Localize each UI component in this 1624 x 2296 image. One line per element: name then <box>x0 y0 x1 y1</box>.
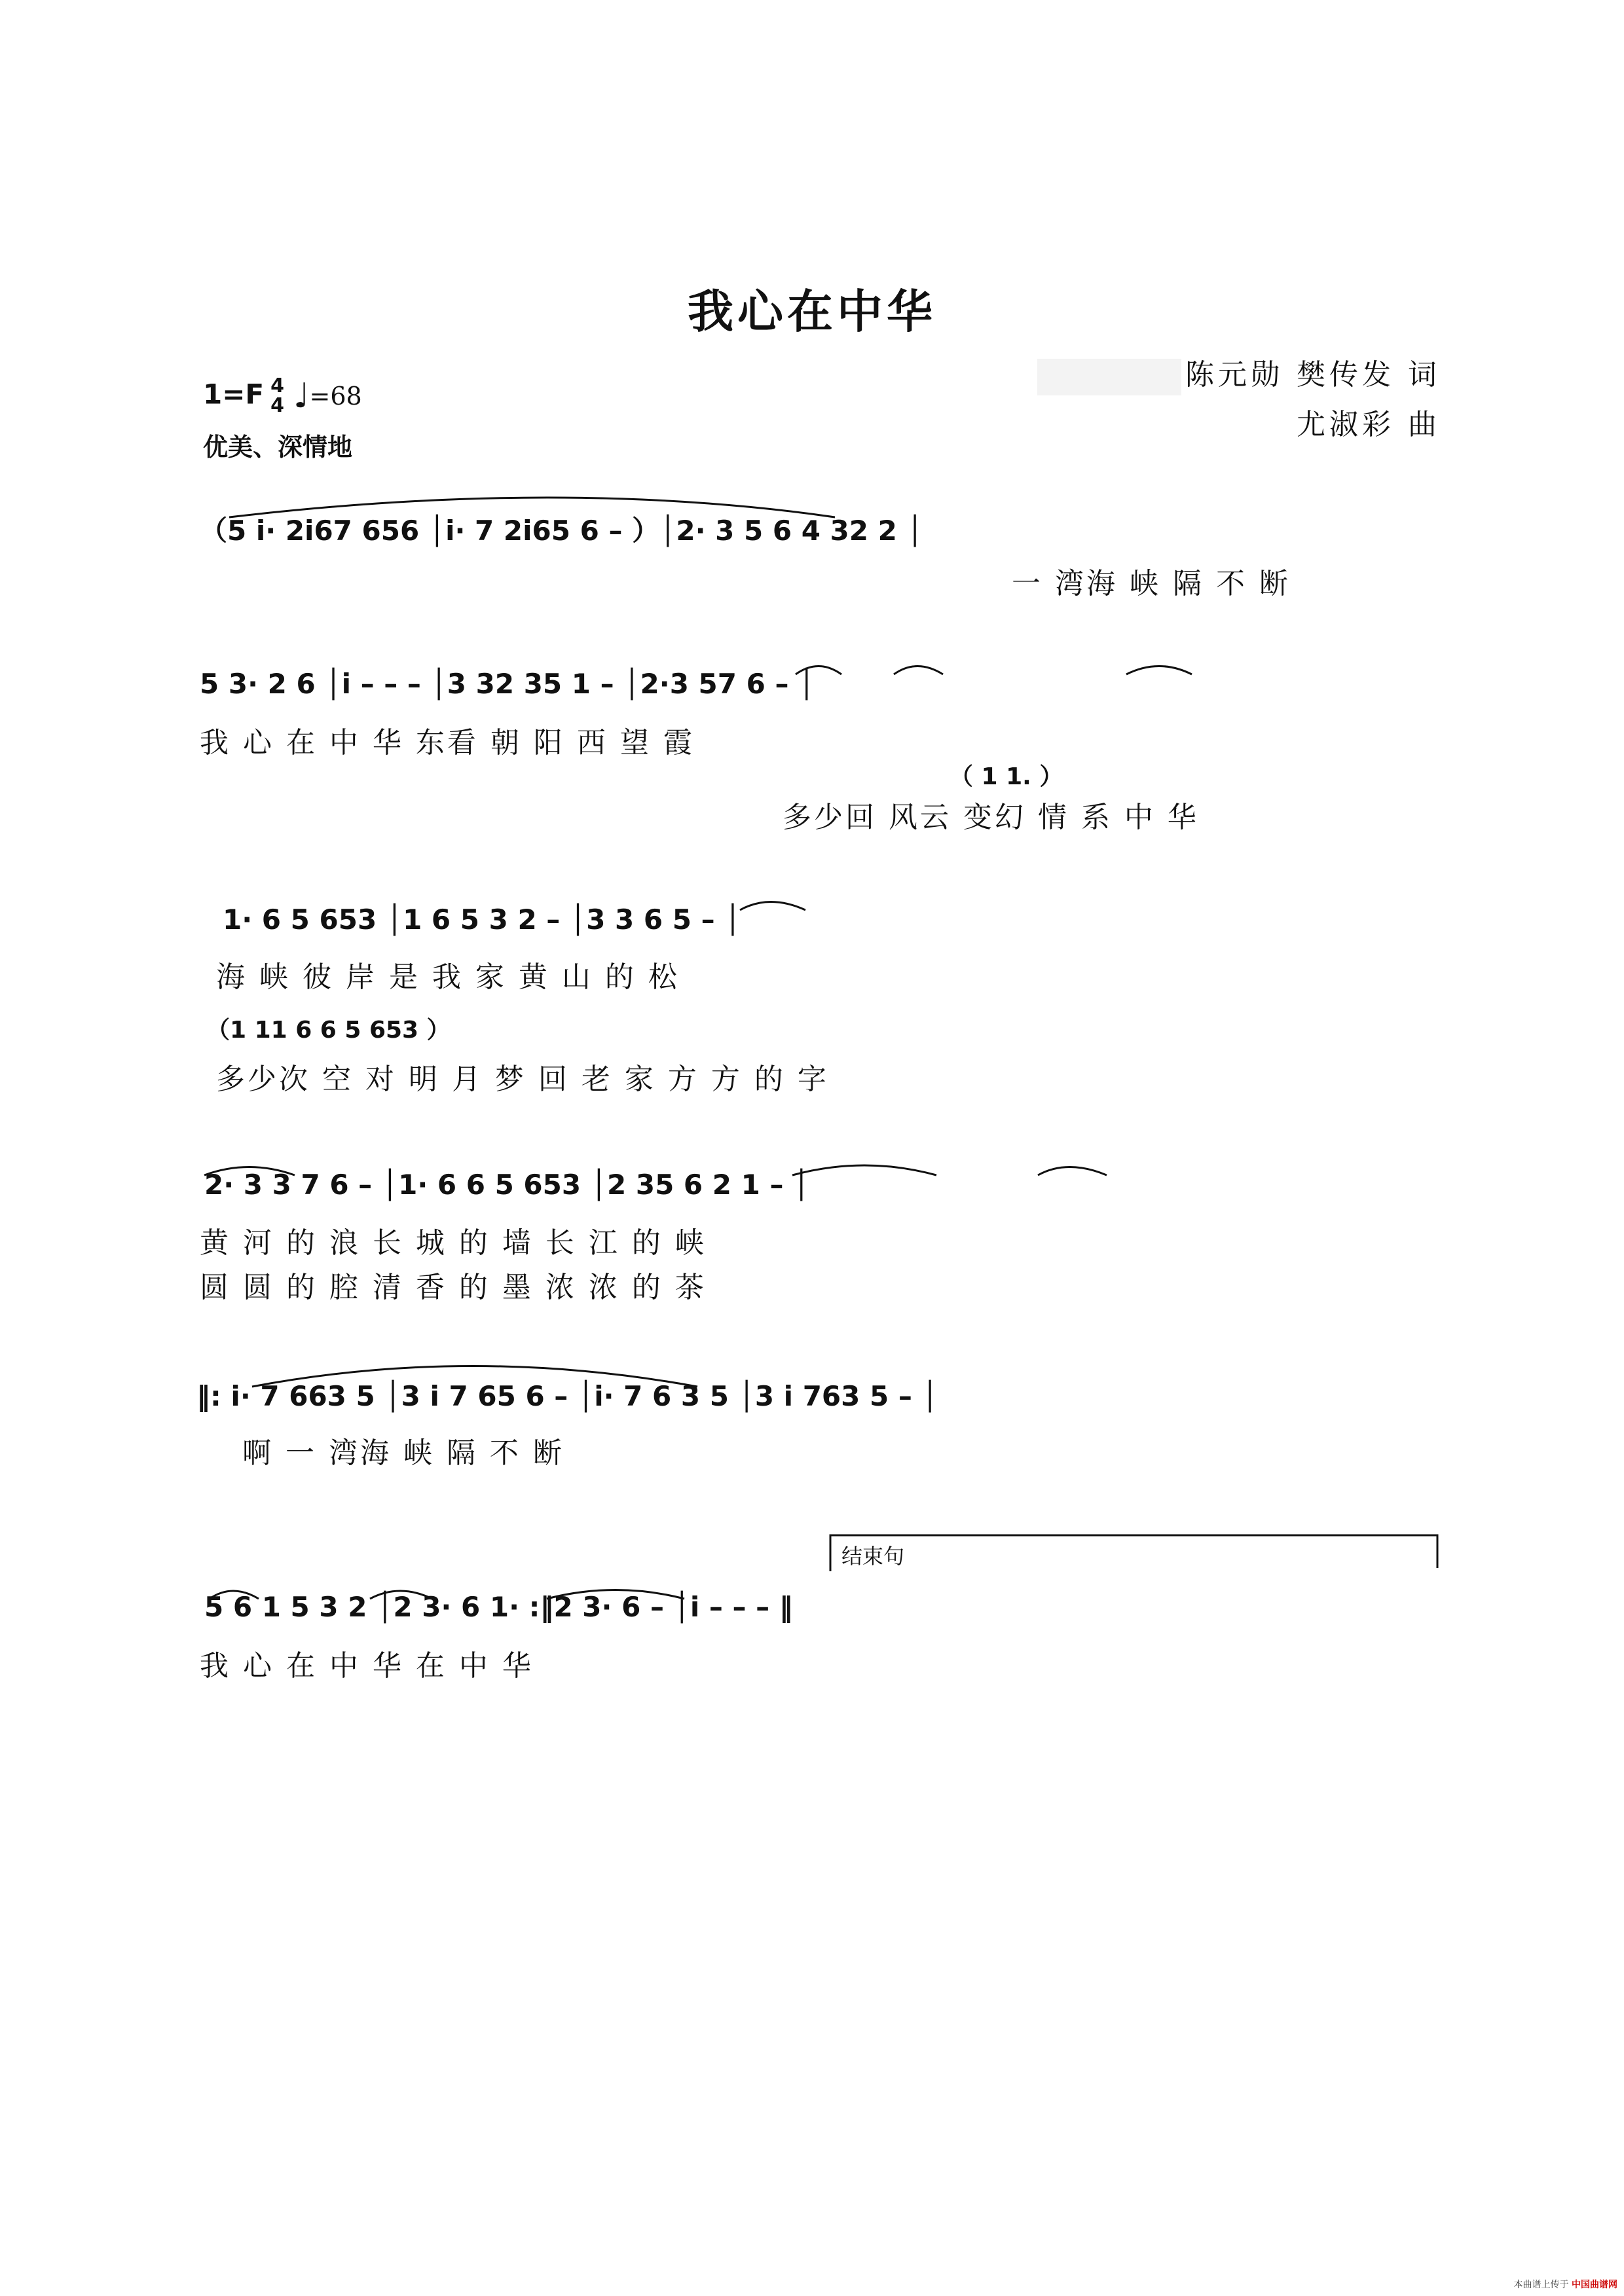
time-signature: 4 4 <box>270 374 284 417</box>
tempo-value: =68 <box>309 382 362 410</box>
slur-l2a <box>796 666 841 675</box>
alt-notation-line-2: （ 1 1. ） <box>950 763 1063 790</box>
key-signature: 1=F <box>203 378 265 410</box>
notation-line-3: 1· 6 5 653 │1 6 5 3 2 – │3 3 6 5 – │ <box>223 903 741 936</box>
slur-intro <box>229 498 835 517</box>
slur-verse <box>252 1366 697 1387</box>
ending-label: 结束句 <box>841 1544 905 1569</box>
footer-credit: 本曲谱上传于 中国曲谱网 <box>1513 2280 1617 2290</box>
alt-lyrics-line-2: 多少回 风云 变幻 情 系 中 华 <box>783 801 1199 834</box>
site-logo: 中国曲谱网 <box>1572 2280 1617 2290</box>
alt-lyrics-line-3: 多少次 空 对 明 月 梦 回 老 家 方 方 的 字 <box>216 1063 829 1096</box>
notation-line-4: 2· 3 3 7 6 – │1· 6 6 5 653 │2 35 6 2 1 – │ <box>204 1169 810 1201</box>
slur-l4c <box>1038 1167 1107 1176</box>
slur-l6b <box>370 1591 432 1599</box>
lyrics-line-4a: 黄 河 的 浪 长 城 的 墙 长 江 的 峡 <box>200 1226 707 1260</box>
lyrics-line-6: 我 心 在 中 华 在 中 华 <box>200 1649 534 1683</box>
score-title: 我心在中华 <box>688 284 936 338</box>
slur-l2b <box>894 666 943 675</box>
ending-bracket <box>830 1535 1437 1571</box>
slur-l4b <box>792 1165 936 1175</box>
notation-line-6: 5 6 1 5 3 2 │2 3· 6 1· :‖2 3· 6 – │i – – – ‖ <box>204 1591 793 1623</box>
slur-l6c <box>547 1590 684 1599</box>
expression-mark: 优美、深情地 <box>203 433 353 462</box>
notation-line-1: （5 i· 2i67 656 │i· 7 2i65 6 – ）│2· 3 5 6 4 32 2 │ <box>200 515 923 547</box>
lyrics-line-5: 啊 一 湾海 峡 隔 不 断 <box>242 1436 564 1470</box>
slur-l4a <box>204 1167 295 1176</box>
slur-l6a <box>210 1591 259 1599</box>
composer: 尤淑彩 曲 <box>1297 408 1441 441</box>
lyrics-line-1: 一 湾海 峡 隔 不 断 <box>1012 567 1291 600</box>
lyrics-line-2: 我 心 在 中 华 东看 朝 阳 西 望 霞 <box>200 726 695 759</box>
lyricist: 陈元勋 樊传发 词 <box>1185 358 1441 392</box>
lyrics-line-3: 海 峡 彼 岸 是 我 家 黄 山 的 松 <box>216 960 680 994</box>
alt-notation-line-3: （1 11 6 6 5 653 ） <box>206 1017 451 1044</box>
notation-line-2: 5 3· 2 6 │i – – – │3 32 35 1 – │2·3 57 6 – │ <box>200 668 815 700</box>
lyrics-line-4b: 圆 圆 的 腔 清 香 的 墨 浓 浓 的 茶 <box>200 1271 707 1304</box>
slur-l3a <box>740 902 805 911</box>
slur-l2c <box>1126 666 1192 675</box>
notation-line-5: ‖: i· 7 663 5 │3 i 7 65 6 – │i· 7 6 3 5 │3 i 763 5 – │ <box>196 1380 938 1412</box>
quarter-note-icon: ♩ <box>293 376 310 416</box>
